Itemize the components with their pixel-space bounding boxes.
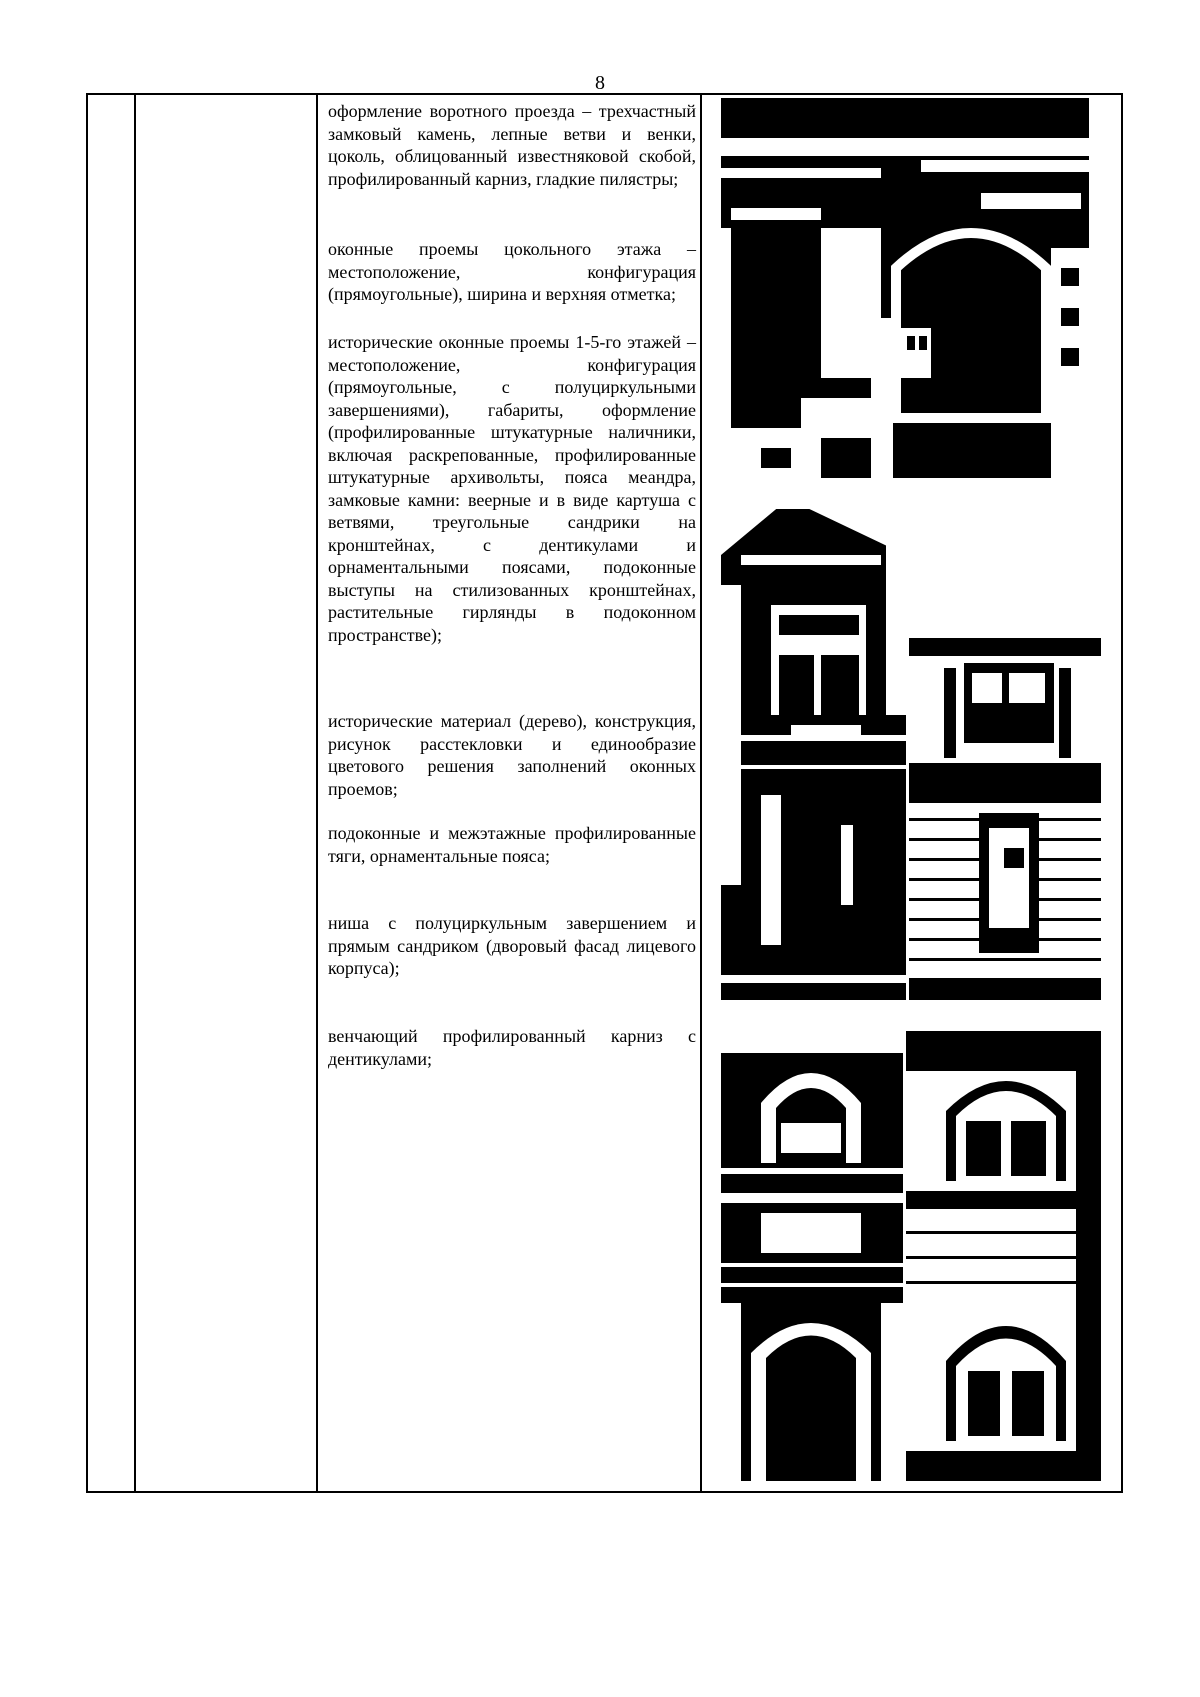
page-number: 8 bbox=[595, 72, 605, 94]
paragraph-basement-windows: оконные проемы цокольного этажа – местоположение, конфигурация (прямоугольные), ширина и верхняя отметка; bbox=[328, 239, 696, 304]
gateway-photo bbox=[721, 98, 1089, 478]
paragraph-niche: ниша с полуциркульным завершением и прямым сандриком (дворовый фасад лицевого корпуса); bbox=[328, 913, 696, 978]
window-pediment-photo bbox=[721, 495, 906, 1000]
table-column-divider bbox=[134, 95, 136, 1491]
paragraph-crowning-cornice: венчающий профилированный карниз с дентикулами; bbox=[328, 1026, 696, 1069]
table-column-divider bbox=[700, 95, 702, 1491]
arched-window-left-photo bbox=[721, 1053, 903, 1481]
window-sill-photo bbox=[909, 638, 1101, 1000]
paragraph-window-fillings: исторические материал (дерево), конструкция, рисунок расстекловки и единообразие цветового решения заполнений оконных проемов; bbox=[328, 711, 696, 799]
paragraph-cornices: подоконные и межэтажные профилированные тяги, орнаментальные пояса; bbox=[328, 823, 696, 866]
table-column-divider bbox=[316, 95, 318, 1491]
arched-window-right-photo bbox=[906, 1031, 1101, 1481]
paragraph-gateway: оформление воротного проезда – трехчастный замковый камень, лепные ветви и венки, цоколь, облицованный известняковой скобой, профилированный карниз, гладкие пилястры; bbox=[328, 101, 696, 189]
paragraph-historic-windows: исторические оконные проемы 1-5-го этажей – местоположение, конфигурация (прямоугольные, с полуциркульными завершениями), габариты, оформление (профилированные штукатурные наличники, включая раскрепованные, профилированные штукатурные архивольты, пояса меандра, замковые камни: веерные и в виде картуша с ветвями, треугольные сандрики на кронштейнах, с дентикулами и орнаментальными поясами, подоконные выступы на стилизованных кронштейнах, растительные гирлянды в подоконном пространстве); bbox=[328, 332, 696, 645]
